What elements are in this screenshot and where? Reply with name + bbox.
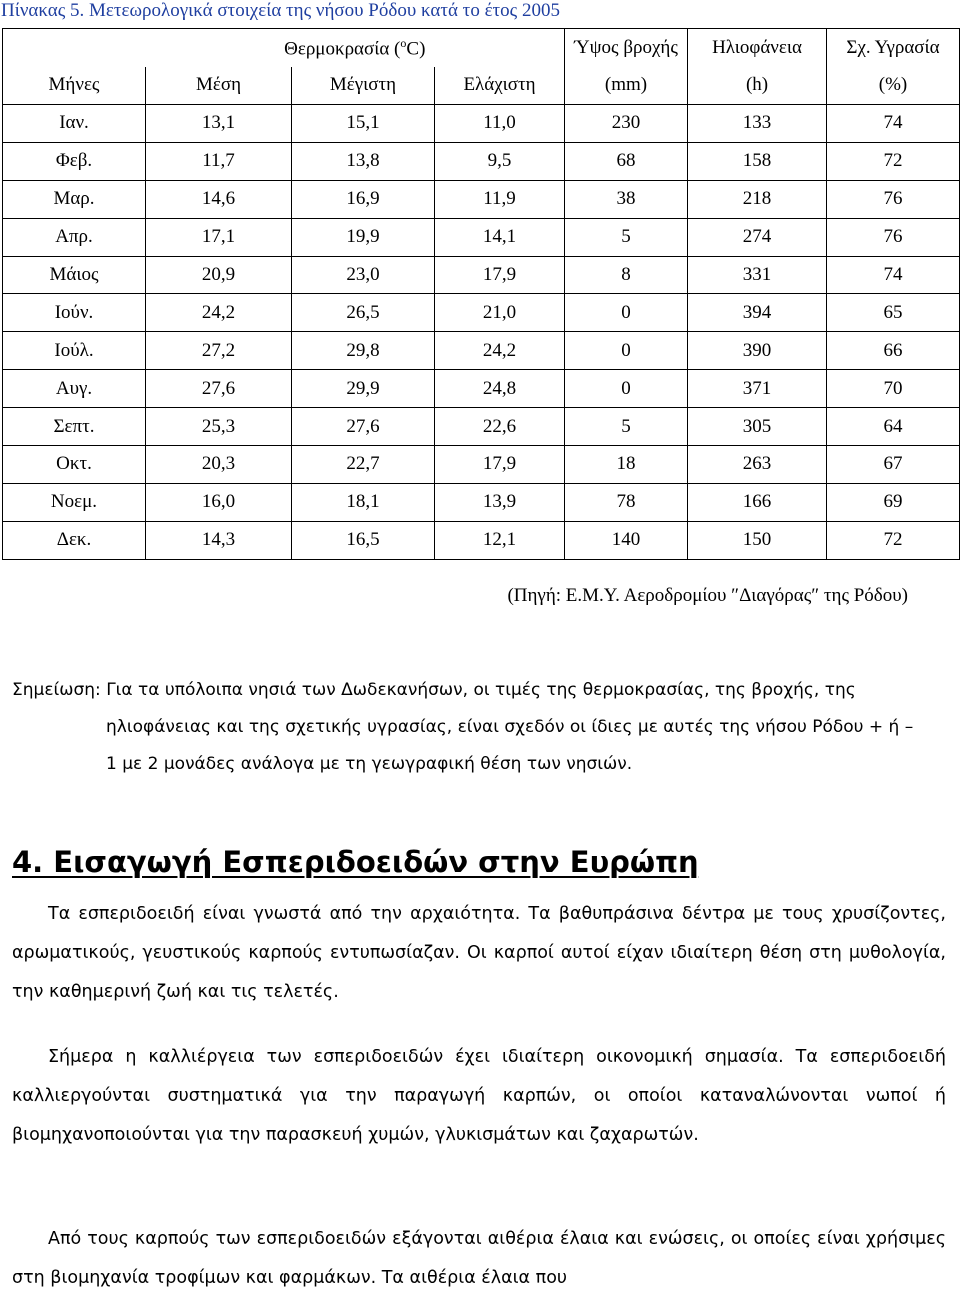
note-line-3: 1 με 2 μονάδες ανάλογα με τη γεωγραφική θέση των νησιών. bbox=[106, 754, 633, 774]
table-row bbox=[3, 294, 960, 332]
month-cell: Ιούλ. bbox=[3, 332, 146, 370]
sunshine-cell: 263 bbox=[688, 446, 827, 484]
table-row bbox=[3, 180, 960, 218]
degree-sup: o bbox=[400, 35, 407, 50]
max-temp-cell: 18,1 bbox=[292, 483, 435, 521]
header-month: Μήνες bbox=[3, 67, 146, 105]
header-mean: Μέση bbox=[146, 67, 292, 105]
month-cell: Δεκ. bbox=[3, 521, 146, 559]
month-cell: Μάιος bbox=[3, 256, 146, 294]
table-row bbox=[3, 446, 960, 484]
min-temp-cell: 17,9 bbox=[435, 256, 565, 294]
header-humidity: Σχ. Υγρασία bbox=[827, 29, 960, 67]
mean-temp-cell: 14,3 bbox=[146, 521, 292, 559]
min-temp-cell: 12,1 bbox=[435, 521, 565, 559]
table-caption: Πίνακας 5. Μετεωρολογικά στοιχεία της νήσου Ρόδου κατά το έτος 2005 bbox=[1, 0, 560, 21]
rain-cell: 68 bbox=[565, 142, 688, 180]
table-row bbox=[3, 105, 960, 143]
sunshine-cell: 150 bbox=[688, 521, 827, 559]
max-temp-cell: 29,8 bbox=[292, 332, 435, 370]
rain-cell: 140 bbox=[565, 521, 688, 559]
rain-cell: 5 bbox=[565, 218, 688, 256]
humidity-cell: 74 bbox=[827, 105, 960, 143]
max-temp-cell: 27,6 bbox=[292, 408, 435, 446]
sunshine-cell: 158 bbox=[688, 142, 827, 180]
sunshine-cell: 371 bbox=[688, 370, 827, 408]
mean-temp-cell: 16,0 bbox=[146, 483, 292, 521]
sunshine-cell: 331 bbox=[688, 256, 827, 294]
table-row bbox=[3, 142, 960, 180]
rain-cell: 5 bbox=[565, 408, 688, 446]
table-source: (Πηγή: Ε.Μ.Υ. Αεροδρομίου ″Διαγόρας″ της Ρόδου) bbox=[507, 585, 908, 606]
mean-temp-cell: 11,7 bbox=[146, 142, 292, 180]
humidity-cell: 72 bbox=[827, 521, 960, 559]
body-paragraph: Τα εσπεριδοειδή είναι γνωστά από την αρχαιότητα. Τα βαθυπράσινα δέντρα με τους χρυσίζοντες, αρωματικούς, γευστικούς καρπούς εντυπωσίαζαν. Οι καρποί αυτοί είχαν ιδιαίτερη θέση στη μυθολογία, την καθημερινή ζωή και τις τελετές. bbox=[12, 904, 946, 1002]
header-humidity-unit: (%) bbox=[827, 67, 960, 105]
max-temp-cell: 19,9 bbox=[292, 218, 435, 256]
header-sunshine-unit: (h) bbox=[688, 67, 827, 105]
humidity-cell: 70 bbox=[827, 370, 960, 408]
max-temp-cell: 22,7 bbox=[292, 446, 435, 484]
month-cell: Οκτ. bbox=[3, 446, 146, 484]
min-temp-cell: 14,1 bbox=[435, 218, 565, 256]
sunshine-cell: 133 bbox=[688, 105, 827, 143]
note-line-1: Σημείωση: Για τα υπόλοιπα νησιά των Δωδεκανήσων, οι τιμές της θερμοκρασίας, της βροχής, της bbox=[12, 680, 856, 700]
rain-cell: 8 bbox=[565, 256, 688, 294]
month-cell: Νοεμ. bbox=[3, 483, 146, 521]
table-row bbox=[3, 483, 960, 521]
humidity-cell: 76 bbox=[827, 218, 960, 256]
header-temperature-group: Θερμοκρασία ($^o$C) bbox=[146, 29, 565, 67]
max-temp-cell: 23,0 bbox=[292, 256, 435, 294]
mean-temp-cell: 25,3 bbox=[146, 408, 292, 446]
min-temp-cell: 21,0 bbox=[435, 294, 565, 332]
sunshine-cell: 390 bbox=[688, 332, 827, 370]
min-temp-cell: 17,9 bbox=[435, 446, 565, 484]
month-cell: Ιούν. bbox=[3, 294, 146, 332]
rain-cell: 0 bbox=[565, 370, 688, 408]
max-temp-cell: 15,1 bbox=[292, 105, 435, 143]
header-row-1 bbox=[3, 29, 960, 67]
header-min: Ελάχιστη bbox=[435, 67, 565, 105]
max-temp-cell: 26,5 bbox=[292, 294, 435, 332]
mean-temp-cell: 14,6 bbox=[146, 180, 292, 218]
month-cell: Φεβ. bbox=[3, 142, 146, 180]
rain-cell: 38 bbox=[565, 180, 688, 218]
body-paragraph: Σήμερα η καλλιέργεια των εσπεριδοειδών έχει ιδιαίτερη οικονομική σημασία. Τα εσπεριδοειδή καλλιεργούνται συστηματικά για την παραγωγή καρπών, οι οποίοι καταναλώνονται νωποί ή βιομηχανοποιούνται για την παρασκευή χυμών, γλυκισμάτων και ζαχαρωτών. bbox=[12, 1047, 946, 1145]
sunshine-cell: 166 bbox=[688, 483, 827, 521]
table-row bbox=[3, 408, 960, 446]
table-row bbox=[3, 521, 960, 559]
table-row bbox=[3, 218, 960, 256]
min-temp-cell: 13,9 bbox=[435, 483, 565, 521]
table-note bbox=[12, 672, 932, 783]
mean-temp-cell: 27,6 bbox=[146, 370, 292, 408]
sunshine-cell: 274 bbox=[688, 218, 827, 256]
header-rain: Ύψος βροχής bbox=[565, 29, 688, 67]
min-temp-cell: 11,0 bbox=[435, 105, 565, 143]
mean-temp-cell: 24,2 bbox=[146, 294, 292, 332]
body-paragraph: Από τους καρπούς των εσπεριδοειδών εξάγονται αιθέρια έλαια και ενώσεις, οι οποίες είναι χρήσιμες στη βιομηχανία τροφίμων και φαρμάκων. Τα αιθέρια έλαια που bbox=[12, 1229, 946, 1288]
humidity-cell: 69 bbox=[827, 483, 960, 521]
header-sunshine: Ηλιοφάνεια bbox=[688, 29, 827, 67]
humidity-cell: 64 bbox=[827, 408, 960, 446]
rain-cell: 18 bbox=[565, 446, 688, 484]
header-month-blank bbox=[3, 29, 146, 67]
mean-temp-cell: 13,1 bbox=[146, 105, 292, 143]
max-temp-cell: 16,5 bbox=[292, 521, 435, 559]
table-row bbox=[3, 256, 960, 294]
min-temp-cell: 11,9 bbox=[435, 180, 565, 218]
sunshine-cell: 394 bbox=[688, 294, 827, 332]
humidity-cell: 65 bbox=[827, 294, 960, 332]
month-cell: Ιαν. bbox=[3, 105, 146, 143]
mean-temp-cell: 17,1 bbox=[146, 218, 292, 256]
month-cell: Απρ. bbox=[3, 218, 146, 256]
humidity-cell: 76 bbox=[827, 180, 960, 218]
table-row bbox=[3, 332, 960, 370]
max-temp-cell: 13,8 bbox=[292, 142, 435, 180]
sunshine-cell: 305 bbox=[688, 408, 827, 446]
max-temp-cell: 29,9 bbox=[292, 370, 435, 408]
month-cell: Αυγ. bbox=[3, 370, 146, 408]
rain-cell: 0 bbox=[565, 332, 688, 370]
mean-temp-cell: 27,2 bbox=[146, 332, 292, 370]
min-temp-cell: 24,2 bbox=[435, 332, 565, 370]
humidity-cell: 74 bbox=[827, 256, 960, 294]
max-temp-cell: 16,9 bbox=[292, 180, 435, 218]
header-rain-unit: (mm) bbox=[565, 67, 688, 105]
humidity-cell: 72 bbox=[827, 142, 960, 180]
month-cell: Σεπτ. bbox=[3, 408, 146, 446]
section-heading: 4. Εισαγωγή Εσπεριδοειδών στην Ευρώπη bbox=[12, 845, 699, 879]
rain-cell: 78 bbox=[565, 483, 688, 521]
note-line-2: ηλιοφάνειας και της σχετικής υγρασίας, είναι σχεδόν οι ίδιες με αυτές της νήσου Ρόδου + ή – bbox=[106, 717, 914, 737]
sunshine-cell: 218 bbox=[688, 180, 827, 218]
header-row-2 bbox=[3, 67, 960, 105]
min-temp-cell: 24,8 bbox=[435, 370, 565, 408]
mean-temp-cell: 20,9 bbox=[146, 256, 292, 294]
rain-cell: 230 bbox=[565, 105, 688, 143]
weather-table bbox=[2, 28, 960, 560]
month-cell: Μαρ. bbox=[3, 180, 146, 218]
header-max: Μέγιστη bbox=[292, 67, 435, 105]
min-temp-cell: 22,6 bbox=[435, 408, 565, 446]
mean-temp-cell: 20,3 bbox=[146, 446, 292, 484]
min-temp-cell: 9,5 bbox=[435, 142, 565, 180]
humidity-cell: 67 bbox=[827, 446, 960, 484]
humidity-cell: 66 bbox=[827, 332, 960, 370]
rain-cell: 0 bbox=[565, 294, 688, 332]
table-row bbox=[3, 370, 960, 408]
